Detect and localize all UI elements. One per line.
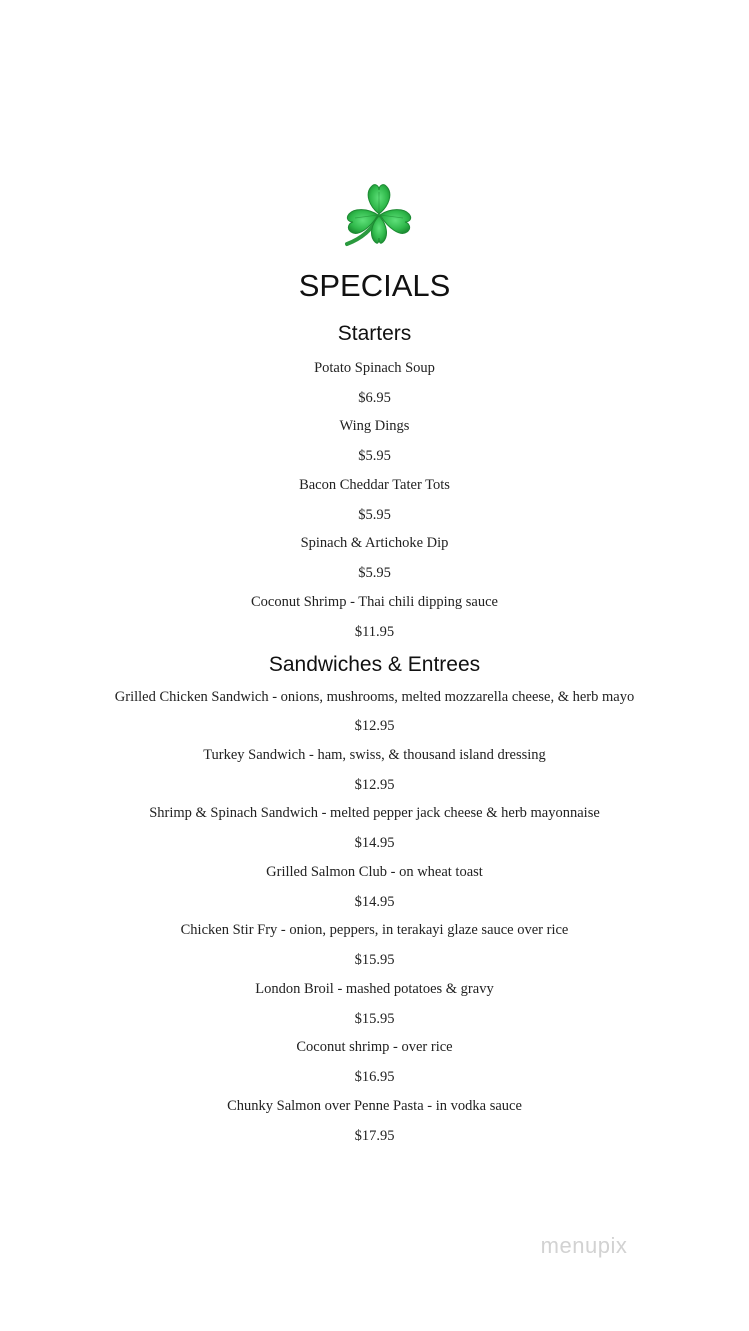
menu-item-price: $5.95	[358, 565, 391, 581]
menu-item-name: Turkey Sandwich - ham, swiss, & thousand island dressing	[203, 747, 546, 763]
menu-item-price: $14.95	[354, 894, 395, 910]
menu-item-price: $15.95	[354, 952, 395, 968]
page-title: SPECIALS	[298, 268, 451, 303]
section-heading-starters: Starters	[337, 322, 412, 345]
menu-item-price: $6.95	[358, 390, 391, 406]
menu-item-name: Shrimp & Spinach Sandwich - melted pepper jack cheese & herb mayonnaise	[149, 805, 600, 821]
menu-item-price: $12.95	[354, 718, 395, 734]
menu-item-name: Chunky Salmon over Penne Pasta - in vodka sauce	[227, 1098, 522, 1114]
section-heading-sandwiches-entrees: Sandwiches & Entrees	[268, 653, 481, 676]
menu-item-price: $5.95	[358, 448, 391, 464]
menu-item-price: $16.95	[354, 1069, 395, 1085]
shamrock-icon	[339, 178, 419, 250]
menu-item-price: $5.95	[358, 507, 391, 523]
menu-item-price: $15.95	[354, 1011, 395, 1027]
menu-item-name: Coconut shrimp - over rice	[296, 1039, 453, 1055]
menu-item-price: $12.95	[354, 777, 395, 793]
menu-item-name: Bacon Cheddar Tater Tots	[299, 477, 450, 493]
menu-item-name: Coconut Shrimp - Thai chili dipping sauce	[250, 594, 498, 610]
menu-item-price: $14.95	[354, 835, 395, 851]
menu-item-name: London Broil - mashed potatoes & gravy	[255, 981, 494, 997]
menu-item-price: $11.95	[354, 624, 395, 640]
menu-item-name: Chicken Stir Fry - onion, peppers, in terakayi glaze sauce over rice	[180, 922, 569, 938]
menu-item-name: Wing Dings	[339, 418, 410, 434]
menupix-watermark: menupix	[540, 1233, 628, 1258]
menu-item-price: $17.95	[354, 1128, 395, 1144]
menu-item-name: Potato Spinach Soup	[314, 360, 435, 376]
menu-item-name: Grilled Salmon Club - on wheat toast	[266, 864, 483, 880]
menu-item-name: Spinach & Artichoke Dip	[300, 535, 449, 551]
menu-item-name: Grilled Chicken Sandwich - onions, mushrooms, melted mozzarella cheese, & herb mayo	[114, 689, 635, 705]
